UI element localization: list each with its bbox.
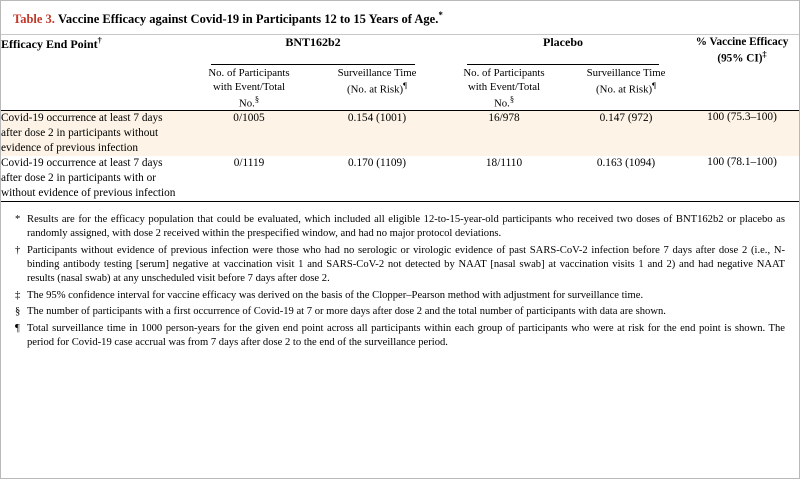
header-endpoint xyxy=(1,35,185,66)
subheader-text: (No. at Risk) xyxy=(347,83,404,96)
row-placebo-participants: 18/1110 xyxy=(485,156,523,169)
footnote-text: Total surveillance time in 1000 person-years for the given end point across all participants within each group of participants who were at risk for the end point is shown. The period for Covid-19 case accrual was from 7 days after dose 2 to the end of the surveillance period. xyxy=(27,322,785,349)
row-efficacy: 100 (78.1–100) xyxy=(707,155,777,168)
row-placebo-surveillance: 0.163 (1094) xyxy=(596,156,656,169)
subheader-text: (No. at Risk) xyxy=(596,83,653,96)
header-endpoint-marker: † xyxy=(97,34,102,45)
row-bnt-participants: 0/1119 xyxy=(233,156,265,169)
table-header-subheaders xyxy=(1,66,799,111)
subheader-text: with Event/Total xyxy=(467,80,541,93)
table-title xyxy=(1,1,799,35)
footnotes xyxy=(1,206,799,359)
header-efficacy-line2: (95% CI) xyxy=(717,52,763,65)
efficacy-table xyxy=(1,35,799,202)
subheader-text: Surveillance Time xyxy=(337,66,417,79)
row-bnt-surveillance: 0.154 (1001) xyxy=(347,112,407,125)
row-placebo-surveillance: 0.147 (972) xyxy=(599,112,653,125)
subheader-endpoint-blank xyxy=(1,66,185,111)
table-title-text: Vaccine Efficacy against Covid-19 in Participants 12 to 15 Years of Age. xyxy=(58,12,439,27)
subheader-marker: ¶ xyxy=(403,79,407,90)
footnote-item xyxy=(15,289,785,303)
header-group-bnt162b2: BNT162b2 xyxy=(285,34,341,49)
table-title-marker: * xyxy=(438,10,443,20)
row-bnt-surveillance: 0.170 (1109) xyxy=(348,156,406,169)
footnote-item xyxy=(15,244,785,287)
header-vaccine-efficacy xyxy=(685,35,799,66)
subheader-text: No. of Participants xyxy=(463,66,545,79)
footnote-item xyxy=(15,322,785,350)
footnote-item xyxy=(15,213,785,241)
subheader-text: Surveillance Time xyxy=(586,66,666,79)
table-row xyxy=(1,156,799,201)
row-efficacy: 100 (75.3–100) xyxy=(707,111,777,124)
table-title-label: Table 3. xyxy=(13,12,55,27)
footnote-marker: † xyxy=(15,244,21,256)
row-placebo-participants: 16/978 xyxy=(488,112,520,125)
row-bnt-participants: 0/1005 xyxy=(233,112,265,125)
subheader-text: No. xyxy=(493,97,510,110)
header-efficacy-line1: % Vaccine Efficacy xyxy=(695,35,789,48)
header-endpoint-label: Efficacy End Point xyxy=(1,36,98,51)
header-group-placebo: Placebo xyxy=(543,34,584,49)
table-row xyxy=(1,111,799,156)
subheader-text: with Event/Total xyxy=(212,80,286,93)
subheader-marker: ¶ xyxy=(652,79,656,90)
subheader-bnt-surveillance xyxy=(313,66,441,111)
subheader-marker: § xyxy=(254,93,260,104)
subheader-bnt-participants xyxy=(185,66,313,111)
footnote-text: The 95% confidence interval for vaccine efficacy was derived on the basis of the Clopper–Pearson method with adjustment for surveillance time. xyxy=(27,289,644,301)
footnote-text: Results are for the efficacy population that could be evaluated, which included all eligible 12-to-15-year-old participants who received two doses of BNT162b2 or placebo as randomly assigned, with dose 2 received within the prespecified window, and had no major protocol deviations. xyxy=(27,213,785,239)
row-endpoint: Covid-19 occurrence at least 7 days after dose 2 in participants with or without evidence of previous infection xyxy=(1,156,176,199)
subheader-text: No. of Participants xyxy=(208,66,290,79)
footnote-marker: * xyxy=(15,213,21,225)
table-header-groups xyxy=(1,35,799,64)
subheader-marker: § xyxy=(509,93,515,104)
header-efficacy-marker: ‡ xyxy=(762,48,767,59)
footnote-marker: ‡ xyxy=(15,289,21,301)
subheader-placebo-surveillance xyxy=(567,66,685,111)
footnote-text: The number of participants with a first occurrence of Covid-19 at 7 or more days after dose 2 and the total number of participants with data are shown. xyxy=(27,306,666,318)
subheader-efficacy-blank xyxy=(685,66,799,111)
footnote-marker: § xyxy=(15,306,21,318)
footnote-text: Participants without evidence of previous infection were those who had no serologic or virologic evidence of past SARS-CoV-2 infection before 7 days after dose 2 (i.e., N-binding antibody testing [serum] negative at vaccination visit 1 and SARS-CoV-2 not detected by NAAT [nasal swab] at vaccination visits 1 and 2) and had negative NAAT results (nasal swab) at any unscheduled visit before 7 days after dose 2. xyxy=(27,244,785,284)
row-endpoint: Covid-19 occurrence at least 7 days after dose 2 in participants without evidence of previous infection xyxy=(1,112,163,155)
footnote-marker: ¶ xyxy=(15,322,20,334)
subheader-placebo-participants xyxy=(441,66,567,111)
footnote-item xyxy=(15,305,785,319)
subheader-text: No. xyxy=(238,97,255,110)
